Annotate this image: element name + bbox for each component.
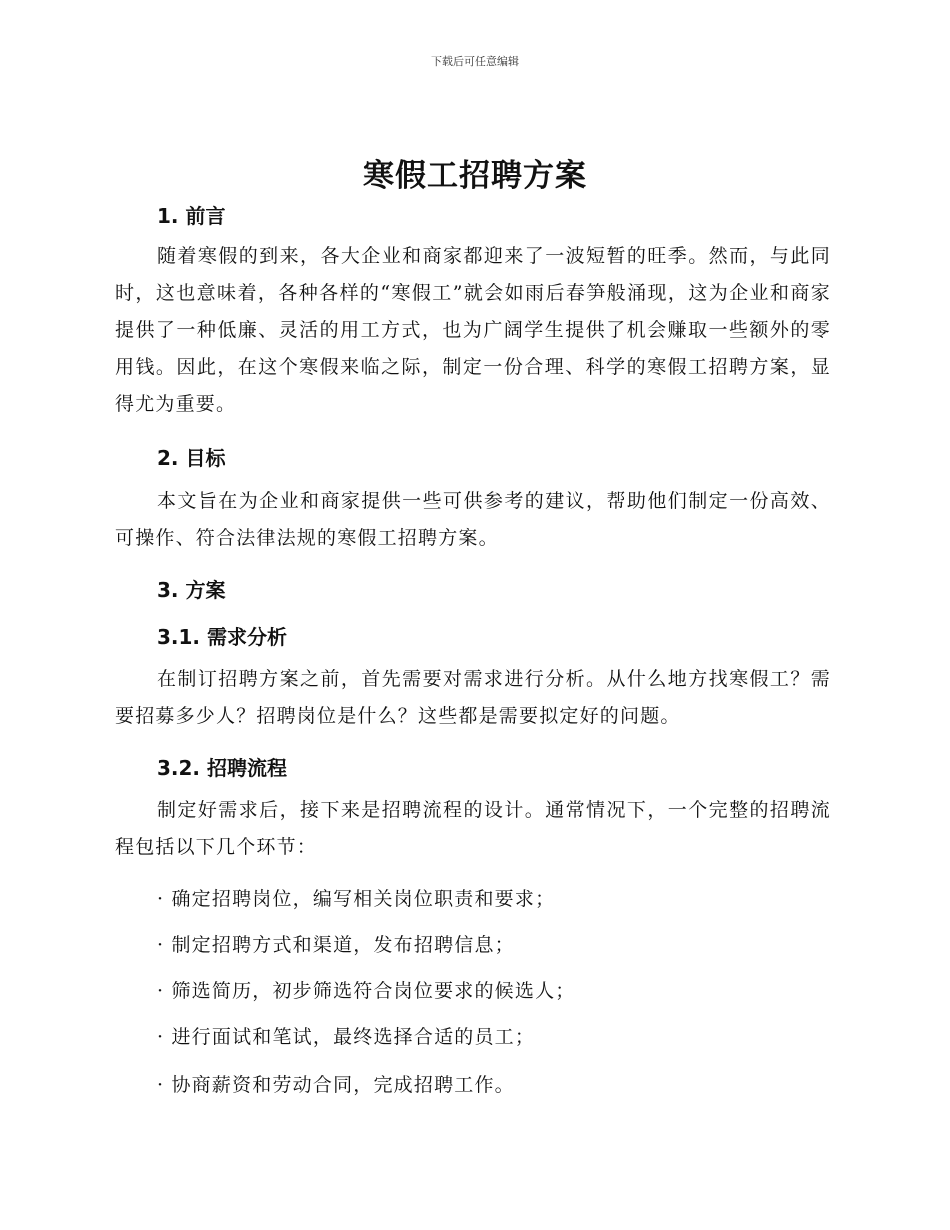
recruit-process-paragraph: 制定好需求后，接下来是招聘流程的设计。通常情况下，一个完整的招聘流程包括以下几个环节： — [115, 799, 831, 858]
section-heading-goal: 2. 目标 — [157, 446, 226, 470]
needs-analysis-paragraph: 在制订招聘方案之前，首先需要对需求进行分析。从什么地方找寒假工？需要招募多少人？招聘岗位是什么？这些都是需要拟定好的问题。 — [115, 668, 831, 727]
preface-paragraph: 随着寒假的到来，各大企业和商家都迎来了一波短暂的旺季。然而，与此同时，这也意味着，各种各样的“寒假工”就会如雨后春笋般涌现，这为企业和商家提供了一种低廉、灵活的用工方式，也为广阔学生提供了机会赚取一些额外的零用钱。因此，在这个寒假来临之际，制定一份合理、科学的寒假工招聘方案，显得尤为重要。 — [115, 245, 831, 415]
section-heading-plan: 3. 方案 — [157, 578, 226, 602]
header-note: 下载后可任意编辑 — [431, 55, 519, 68]
list-item: · 进行面试和笔试，最终选择合适的员工； — [157, 1026, 536, 1048]
section-heading-preface: 1. 前言 — [157, 204, 226, 228]
section-heading-needs-analysis: 3.1. 需求分析 — [157, 625, 287, 649]
list-item: · 协商薪资和劳动合同，完成招聘工作。 — [157, 1074, 515, 1096]
goal-paragraph: 本文旨在为企业和商家提供一些可供参考的建议，帮助他们制定一份高效、可操作、符合法律法规的寒假工招聘方案。 — [115, 490, 831, 549]
list-item: · 筛选简历，初步筛选符合岗位要求的候选人； — [157, 980, 576, 1002]
list-item: · 制定招聘方式和渠道，发布招聘信息； — [157, 934, 515, 956]
list-item: · 确定招聘岗位，编写相关岗位职责和要求； — [157, 888, 556, 910]
section-heading-recruit-process: 3.2. 招聘流程 — [157, 756, 287, 780]
document-title: 寒假工招聘方案 — [363, 158, 587, 194]
